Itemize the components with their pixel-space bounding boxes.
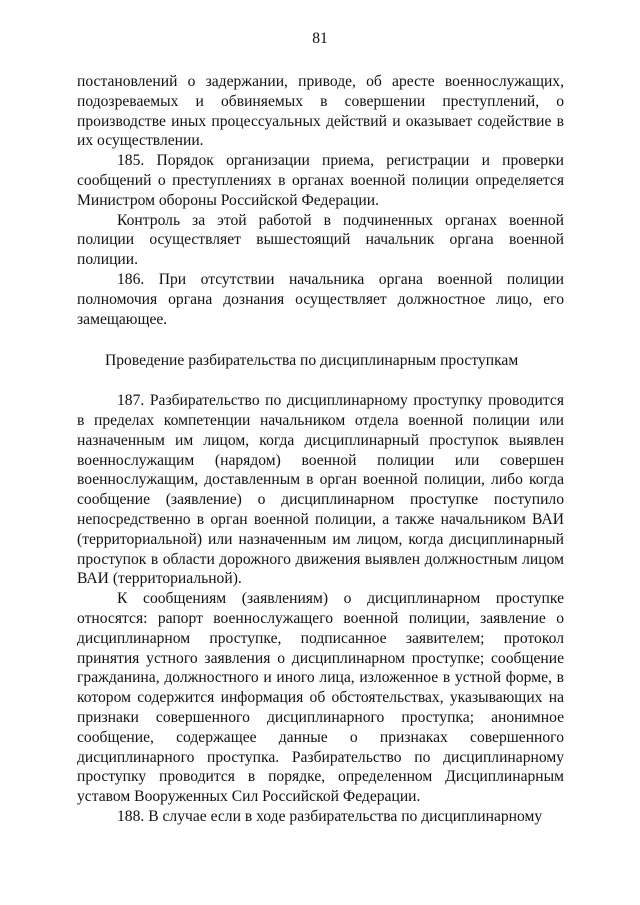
paragraph-187-messages: К сообщениям (заявлениям) о дисциплинарном проступке относятся: рапорт военнослужащего военной полиции, заявление о дисциплинарном проступке, подписанное заявителем; протокол принятия устного заявления о дисциплинарном проступке; сообщение гражданина, должностного и иного лица, изложенное в устной форме, в котором содержится информация об обстоятельствах, указывающих на признаки совершенного дисциплинарного проступка; анонимное сообщение, содержащее данные о признаках совершенного дисциплинарного проступка. Разбирательство по дисциплинарному проступку проводится в порядке, определенном Дисциплинарным уставом Вооруженных Сил Российской Федерации. — [77, 590, 564, 806]
paragraph-188: 188. В случае если в ходе разбирательства по дисциплинарному — [117, 807, 543, 825]
paragraph-187: 187. Разбирательство по дисциплинарному проступку проводится в пределах компетенции начальником отдела военной полиции или назначенным им лицом, когда дисциплинарный проступок выявлен военнослужащим (нарядом) военной полиции или совершен военнослужащим, доставленным в орган военной полиции, либо когда сообщение (заявление) о дисциплинарном проступке поступило непосредственно в орган военной полиции, а также начальником ВАИ (территориальной) или назначенным им лицом, когда дисциплинарный проступок в области дорожного движения выявлен должностным лицом ВАИ (территориальной). — [77, 392, 564, 588]
paragraph-186: 186. При отсутствии начальника органа военной полиции полномочия органа дознания осуществляет должностное лицо, его замещающее. — [77, 270, 564, 328]
paragraph-continuation: постановлений о задержании, приводе, об аресте военнослужащих, подозреваемых и обвиняемых в совершении преступлений, о производстве иных процессуальных действий и оказывает содействие в их осуществлении. — [77, 73, 564, 150]
paragraph-185-control: Контроль за этой работой в подчиненных органах военной полиции осуществляет вышестоящий начальник органа военной полиции. — [77, 211, 564, 269]
page-number: 81 — [312, 30, 328, 47]
section-heading: Проведение разбирательства по дисциплинарным проступкам — [105, 352, 519, 370]
paragraph-185: 185. Порядок организации приема, регистрации и проверки сообщений о преступлениях в органах военной полиции определяется Министром обороны Российской Федерации. — [77, 152, 564, 209]
document-body — [77, 72, 564, 827]
